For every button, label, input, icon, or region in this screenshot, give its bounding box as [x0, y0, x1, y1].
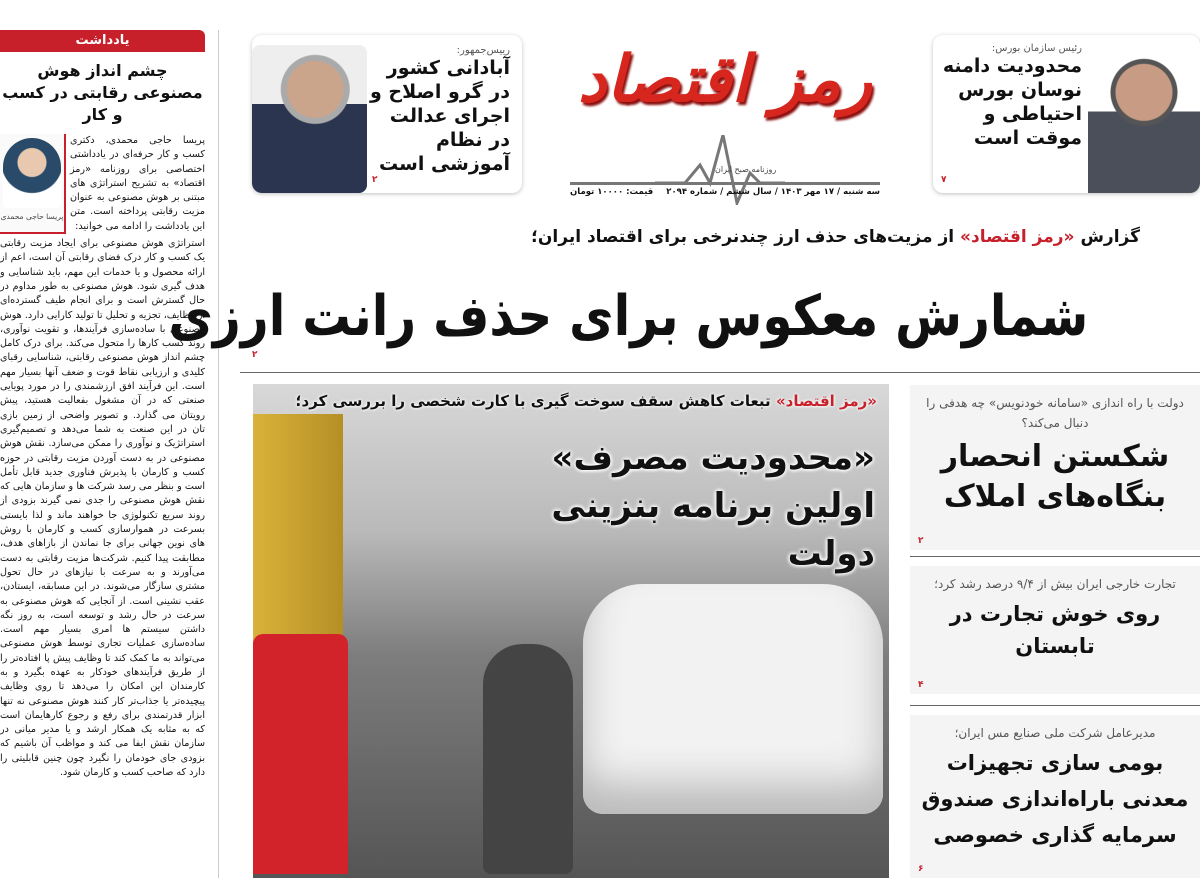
kicker: رئیس سازمان بورس:: [991, 43, 1082, 54]
divider: [910, 556, 1200, 557]
kicker-rest: از مزیت‌های حذف ارز چندنرخی برای اقتصاد ایران؛: [531, 227, 955, 247]
lead-headline[interactable]: شمارش معکوس برای حذف رانت ارزی: [168, 284, 1089, 349]
headline-line: «محدودیت مصرف»: [551, 438, 875, 478]
page-ref: ۲: [252, 350, 258, 360]
headline-line: اولین برنامه بنزینی دولت: [551, 486, 875, 574]
masthead-rule: [570, 182, 880, 185]
story-title: محدودیت دامنه نوسان بورس احتیاطی و موقت است: [942, 55, 1082, 149]
lead-headline-container: [168, 282, 1160, 354]
masthead: [565, 35, 885, 205]
fuel-photo-story[interactable]: [253, 384, 889, 878]
page-ref: ۶: [918, 864, 924, 874]
story-title: آبادانی کشور در گرو اصلاح و اجرای عدالت در نظام آموزشی است: [369, 57, 510, 175]
kicker-brand: «رمز اقتصاد»: [960, 227, 1075, 247]
page-ref: ۴: [918, 680, 924, 690]
kicker: رییس‌جمهور:: [456, 45, 510, 56]
lead-kicker: [531, 227, 1140, 247]
kicker: مدیرعامل شرکت ملی صنایع مس ایران؛: [954, 726, 1156, 740]
note-column: [0, 30, 205, 878]
president-photo: [252, 45, 367, 193]
page-ref: ۷: [941, 175, 947, 185]
price: قیمت: ۱۰۰۰۰ تومان: [570, 187, 654, 197]
logo: رمز اقتصاد: [578, 42, 872, 117]
fuel-pump-image: [253, 634, 348, 874]
kicker: تجارت خارجی ایران بیش از ۹/۴ درصد رشد کرد؛: [934, 577, 1176, 591]
story-president[interactable]: [252, 35, 522, 193]
tagline: روزنامه صبح ایران: [715, 165, 777, 174]
kicker: دولت با راه اندازی «سامانه خودنویس» چه هدفی را دنبال می‌کند؟: [926, 396, 1184, 430]
kicker-pre: گزارش: [1080, 227, 1140, 247]
kicker-brand: «رمز اقتصاد»: [775, 392, 877, 410]
photo-kicker: [296, 392, 878, 410]
photo-headline: [455, 434, 875, 578]
note-title[interactable]: چشم انداز هوش مصنوعی رقابتی در کسب و کار: [2, 61, 203, 124]
person-image: [483, 644, 573, 874]
kicker-rest: تبعات کاهش سقف سوخت گیری با کارت شخصی را بررسی کرد؛: [295, 392, 771, 410]
note-body: استراتژی هوش مصنوعی برای ایجاد مزیت رقابتی یک کسب و کار درک فضای رقابتی آن است، اعم از ارائه محصول و یا خدمات این مهم، باید شناسایی و هدف گیری شود. هوش مصنوعی به طور مداوم در حال گسترش است و برای انجام طیف گسترده‌ای از وظایف، تجزیه و تحلیل تا تولید کارایی دارد. هوش مصنوعی با ساده‌سازی فرآیندها، و تقویت نوآوری، روند کسب کارها را متحول می‌کند. برای درک کامل چشم انداز هوش مصنوعی رقابتی، شناسایی رقبای کلیدی و ارزیابی نقاط قوت و ضعف آنها بسیار مهم است. این فرآیند افق ارزشمندی را در مورد پویایی صنعتی که در آن مشغول بفعالیت هستید، پیش رویتان می گذارد. و تصویر واضحی از زمین بازی تان در این صنعت به شما می‌دهد و تصمیم‌گیری استراتژیک و نوآوری را ممکن می‌سازد. نقش هوش مصنوعی در به دست آوردن مزیت رقابتی در حوزه کسب و کارمان با پذیرش فناوری جدید قابل تأمل است و بنظر می رسد شرکت ها و سازمان هایی که نقش هوش مصنوعی را جدی نمی گیرند بزودی از روند سریع تکنولوژی جا خواهند ماند و لذا بایستی بسرعت در هموارسازی کسب و کارمان با روش های نوین جهانی برای جا نماندن از بازاهای هدف، مطابقت پیدا کنیم. شرکت‌ها مزیت رقابتی به دست می‌آورند و به سرعت با نیازهای در حال تحول مشتری سازگار می‌شوند. در این مسابقه، ایستادن، عقب نشینی است. از آنجایی که هوش مصنوعی به سرعت در حال رشد و توسعه است، به روز نگه داشتن سیستم ها امری بسیار مهم است. ساده‌سازی عملیات تجاری توسط هوش مصنوعی می‌تواند به ما کمک کند تا وظایف پیش پا افتاده‌تر را از طریق فرآیندهای خودکار به عهده بگیرد و به کارمندان این امکان را می‌دهد تا روی وظایف پیچیده‌تر یا جذاب‌تر کار کنند هوش مصنوعی نه تنها ابزار قدرتمندی برای رفع و رجوع کارهایمان است که به مثابه یک همکار ارشد و یا مدیر میانی در سازمان نقش ایفا می کند و مواظب آن باشیم که بزودی جای خودمان را نگیرد چون چنین قابلیتی را دارد که صاحب کسب و کارمان شود.: [0, 238, 205, 779]
side-story[interactable]: [910, 715, 1200, 878]
side-story[interactable]: [910, 385, 1200, 550]
story-title: بومی سازی تجهیزات معدنی باراه‌اندازی صندوق سرمایه گذاری خصوصی: [921, 751, 1189, 847]
author-portrait-icon: [3, 138, 61, 208]
page-ref: ۲: [372, 175, 378, 185]
divider: [240, 372, 1200, 373]
bourse-chief-photo: [1088, 45, 1200, 193]
divider: [910, 705, 1200, 706]
issue-date: سه شنبه / ۱۷ مهر ۱۴۰۳ / سال ششم / شماره ۲۰۹۴: [666, 187, 880, 197]
page-ref: ۲: [918, 536, 924, 546]
author-photo: [0, 134, 66, 234]
story-title: روی خوش تجارت در تابستان: [949, 602, 1161, 658]
note-intro: پریسا حاجی محمدی، دکتری کسب و کار حرفه‌ای در یادداشتی اختصاصی برای روزنامه «رمز اقتصاد» به تشریح استراتژی های مبتنی بر هوش مصنوعی به عنوان مزیت رقابتی پرداخته است. متن این یادداشت را ادامه می خوانید:: [70, 135, 205, 232]
side-story[interactable]: [910, 566, 1200, 694]
story-bourse[interactable]: [933, 35, 1200, 193]
section-label: یادداشت: [0, 30, 205, 52]
column-divider: [218, 30, 219, 878]
author-name: پریسا حاجی محمدی: [0, 212, 64, 221]
car-image: [583, 584, 883, 814]
story-title: شکستن انحصار بنگاه‌های املاک: [940, 439, 1170, 514]
